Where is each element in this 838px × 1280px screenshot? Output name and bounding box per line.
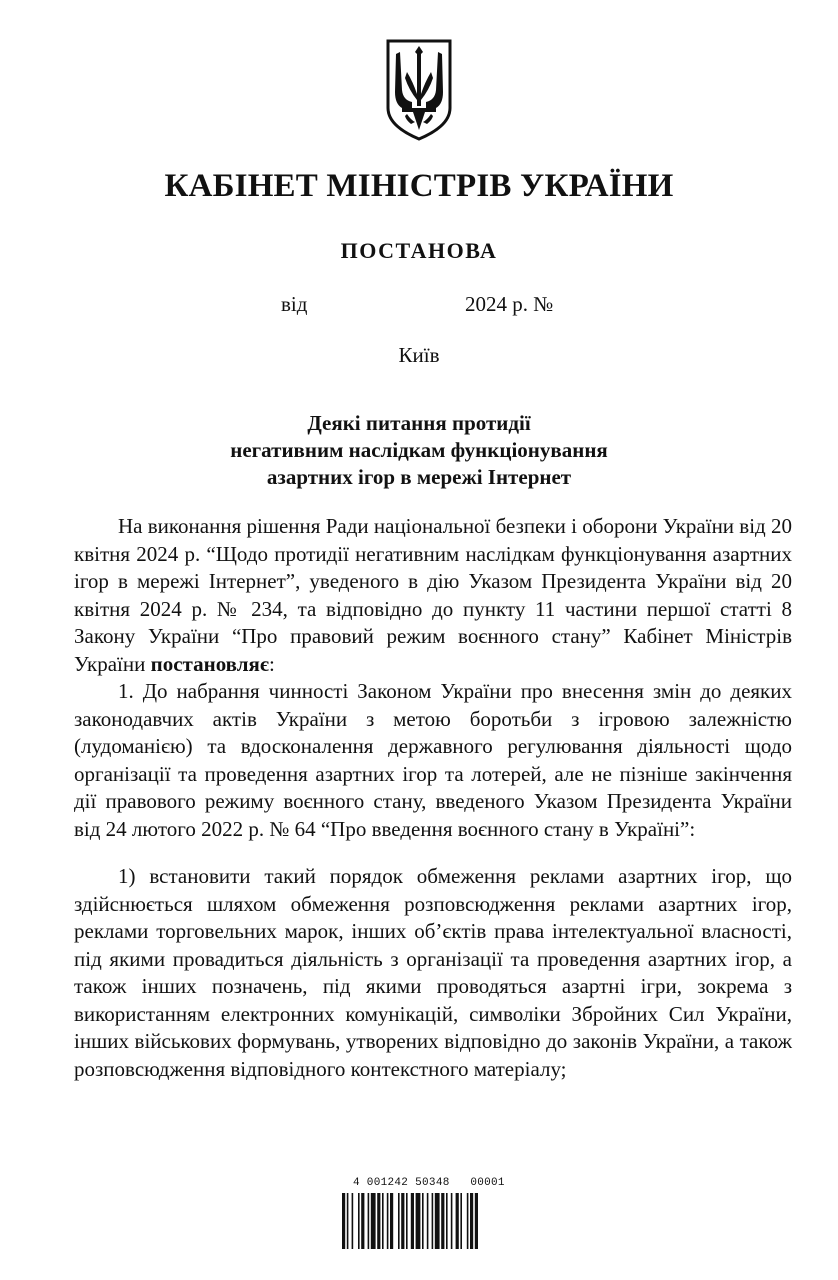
barcode-bar: [342, 1193, 345, 1249]
barcode-bar: [427, 1193, 429, 1249]
barcode-bar: [460, 1193, 462, 1249]
barcode-bar: [382, 1193, 384, 1249]
barcode-bar: [411, 1193, 414, 1249]
barcode-bar: [377, 1193, 380, 1249]
barcode-bar: [347, 1193, 349, 1249]
barcode-bar: [446, 1193, 448, 1249]
date-year-number: 2024 р. №: [465, 292, 554, 316]
barcode-bar: [371, 1193, 376, 1249]
date-prefix: від: [281, 292, 308, 316]
barcode-bar: [361, 1193, 364, 1249]
resolves-keyword: постановляє: [150, 651, 269, 676]
barcode-bar: [470, 1193, 473, 1249]
subclause-1-text: 1) встановити такий порядок обмеження реклами азартних ігор, що здійснюється шляхом обмеження розповсюдження реклами азартних ігор, реклами торговельних марок, інших об’єктів права інтелектуальної власності, під якими провадиться діяльність з організації та проведення азартних ігор, а також інших позначень, під якими проводяться азартні ігри, зокрема з використанням електронних комунікацій, символіки Збройних Сил України, інших військових формувань, утворених відповідно до законів України, а також розповсюдження відповідного контекстного матеріалу;: [74, 864, 792, 1081]
preamble-text: На виконання рішення Ради національної безпеки і оборони України від 20 квітня 2024 р. “Щодо протидії негативним наслідкам функціонування азартних ігор в мережі Інтернет”, уведеного в дію Указом Президента України від 20 квітня 2024 р. № 234, та відповідно до пункту 11 частини першої статті 8 Закону України “Про правовий режим воєнного стану” Кабінет Міністрів України: [74, 514, 792, 676]
barcode-bar: [406, 1193, 408, 1249]
barcode-bar: [432, 1193, 434, 1249]
barcode-bar: [368, 1193, 370, 1249]
document-type: ПОСТАНОВА: [340, 238, 498, 263]
barcode-bar: [401, 1193, 404, 1249]
barcode-bar: [451, 1193, 453, 1249]
barcode-number: 4 001242 50348 00001: [353, 1177, 505, 1189]
preamble-paragraph: [74, 513, 792, 678]
title-line: негативним наслідкам функціонування: [230, 438, 608, 462]
tryzub-coat-of-arms-icon: [385, 38, 453, 142]
barcode-bar: [398, 1193, 400, 1249]
title-line: Деякі питання протидії: [307, 411, 531, 435]
document-title: [0, 410, 838, 491]
subclause-1-paragraph: [74, 863, 792, 1083]
barcode-bar: [467, 1193, 469, 1249]
barcode-bar: [456, 1193, 459, 1249]
barcode-bar: [352, 1193, 354, 1249]
barcode-bar: [416, 1193, 421, 1249]
barcode-bar: [387, 1193, 389, 1249]
barcode-bar: [422, 1193, 424, 1249]
clause-1-paragraph: [74, 678, 792, 843]
barcode-bar: [358, 1193, 360, 1249]
barcode-bar: [435, 1193, 440, 1249]
organization-title: КАБІНЕТ МІНІСТРІВ УКРАЇНИ: [164, 168, 674, 204]
barcode-icon: [340, 1193, 540, 1249]
preamble-colon: :: [268, 651, 275, 676]
city: Київ: [398, 343, 440, 367]
barcode-bar: [390, 1193, 393, 1249]
barcode-bar: [475, 1193, 478, 1249]
title-line: азартних ігор в мережі Інтернет: [266, 465, 572, 489]
clause-1-text: 1. До набрання чинності Законом України про внесення змін до деяких законодавчих актів України з метою боротьби з ігровою залежністю (лудоманією) та вдосконалення державного регулювання діяльності щодо організації та проведення азартних ігор та лотерей, але не пізніше закінчення дії правового режиму воєнного стану, введеного Указом Президента України від 24 лютого 2022 р. № 64 “Про введення воєнного стану в Україні”:: [74, 679, 792, 841]
barcode-bar: [441, 1193, 444, 1249]
